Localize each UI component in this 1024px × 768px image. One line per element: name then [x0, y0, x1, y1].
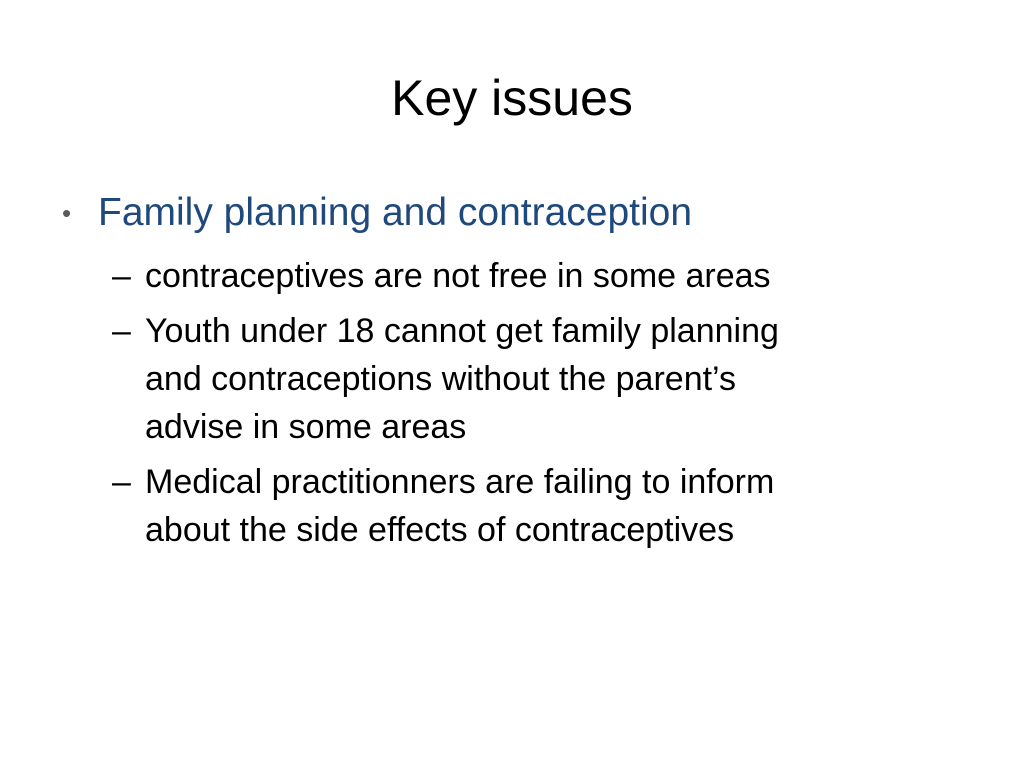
sub-bullet-item [112, 458, 912, 554]
sub-bullet-list [112, 252, 912, 561]
main-bullet [62, 190, 962, 236]
dash-icon: – [112, 257, 131, 295]
slide-title: Key issues [391, 70, 633, 126]
sub-bullet-item [112, 307, 912, 451]
sub-bullet-text: Medical practitionners are failing to inform about the side effects of contraceptives [145, 463, 775, 549]
dash-icon: – [112, 312, 131, 350]
sub-bullet-item [112, 252, 912, 300]
sub-bullet-text: Youth under 18 cannot get family planning and contraceptions without the parent’s advise in some areas [145, 312, 779, 446]
sub-bullet-text: contraceptives are not free in some areas [145, 257, 771, 295]
bullet-dot-icon: • [62, 198, 72, 228]
main-bullet-text: Family planning and contraception [98, 191, 693, 234]
dash-icon: – [112, 463, 131, 501]
